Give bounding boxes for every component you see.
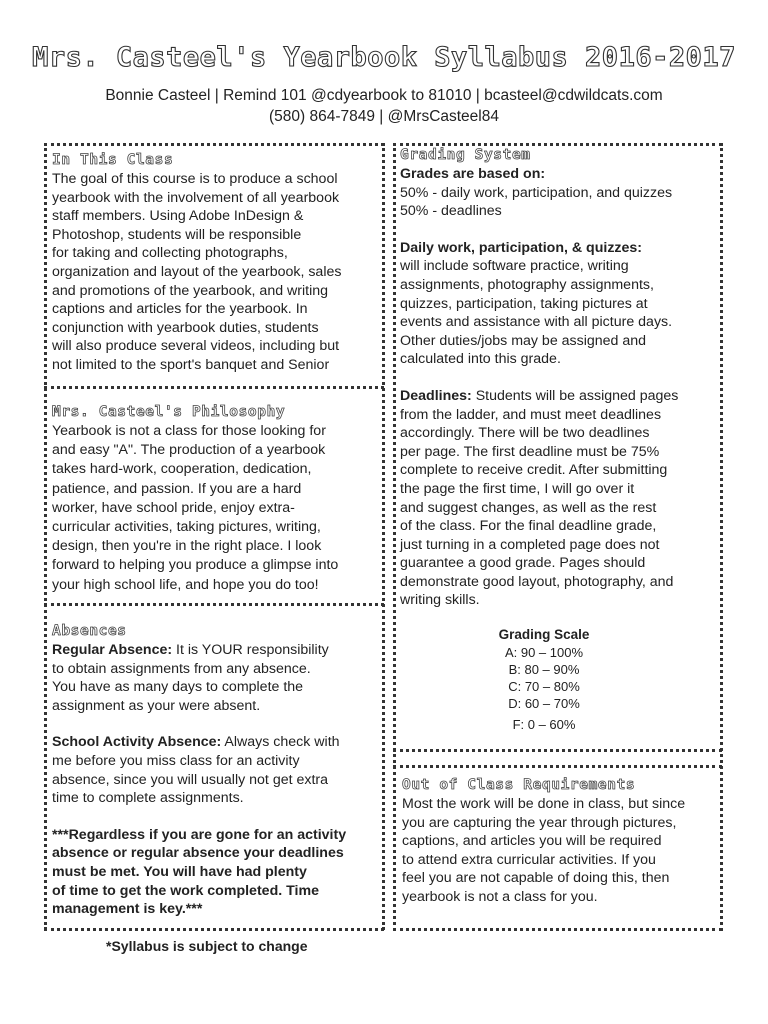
out-of-class-text: Most the work will be done in class, but since you are capturing the year through pictures, captions, and articles you will be required to attend extra curricular activities. If you feel you are not capable of doing this, then yearbook is not a class for you. xyxy=(402,796,686,905)
grade-b: B: 80 – 90% xyxy=(508,662,580,678)
regular-absence-text xyxy=(52,641,378,715)
section-heading: In This Class xyxy=(52,152,174,168)
grades-based-on-label: Grades are based on: xyxy=(400,166,546,182)
deadlines-label: Deadlines: xyxy=(400,387,472,404)
section-heading: Absences xyxy=(52,623,127,639)
activity-absence-label: School Activity Absence: xyxy=(52,734,222,751)
center-divider xyxy=(382,143,385,930)
right-outer-border xyxy=(720,143,723,931)
divider-philosophy-absences xyxy=(44,603,384,606)
bottom-border-left xyxy=(44,928,384,931)
daily-work-label: Daily work, participation, & quizzes: xyxy=(400,239,643,256)
activity-absence-body: Always check with me before you miss class for an activity absence, since you will usually not get extra time to complete assignments. xyxy=(52,734,340,807)
right-column-left-border xyxy=(393,143,396,931)
daily-work-text: will include software practice, writing assignments, photography assignments, quizzes, participation, taking pictures at events and assistance with all picture days. Other duties/jobs may be assigned and calculated into this grade. xyxy=(400,258,673,368)
in-this-class-section xyxy=(52,151,378,375)
bottom-border-right xyxy=(393,928,722,931)
grading-scale xyxy=(370,626,718,733)
top-border-left xyxy=(44,143,384,146)
grades-based-on-items: 50% - daily work, participation, and quizzes 50% - deadlines xyxy=(400,184,673,220)
absences-section xyxy=(52,622,378,919)
contact-phone-social: (580) 864-7849 | @MrsCasteel84 xyxy=(269,108,499,125)
grade-d: D: 60 – 70% xyxy=(508,696,580,712)
section-heading: Out of Class Requirements xyxy=(402,777,636,793)
out-of-class-section xyxy=(402,776,720,907)
grading-scale-title: Grading Scale xyxy=(498,627,590,643)
grade-f: F: 0 – 60% xyxy=(512,717,576,733)
divider-grading-requirements xyxy=(393,749,722,752)
activity-absence-text xyxy=(52,733,378,807)
philosophy-text: Yearbook is not a class for those looking for and easy "A". The production of a yearbook takes hard-work, cooperation, dedication, patience, and passion. If you are a hard worker, have school pride, enjoy extra- curricular activities, taking pictures, writing, design, then you're in the right place. I look forward to helping you produce a glimpse into your high school life, and hope you do too! xyxy=(52,423,339,593)
divider-requirements-top xyxy=(393,765,722,768)
regular-absence-body: It is YOUR responsibility to obtain assignments from any absence. You have as many days to complete the assignment as your were absent. xyxy=(52,642,329,714)
deadlines-text xyxy=(400,387,718,610)
contact-info: Bonnie Casteel | Remind 101 @cdyearbook to 81010 | bcasteel@cdwildcats.com xyxy=(105,87,663,104)
philosophy-section xyxy=(52,403,378,595)
grade-a: A: 90 – 100% xyxy=(504,645,584,661)
syllabus-change-note: *Syllabus is subject to change xyxy=(106,938,308,954)
section-heading: Grading System xyxy=(400,147,531,163)
grading-system-section xyxy=(400,146,718,733)
left-outer-border xyxy=(44,143,47,930)
divider-class-philosophy xyxy=(44,386,384,389)
deadline-note: ***Regardless if you are gone for an activity absence or regular absence your deadlines must be met. You will have had plenty of time to get the work completed. Time management is key.*** xyxy=(52,826,347,918)
grade-c: C: 70 – 80% xyxy=(508,679,580,695)
section-heading: Mrs. Casteel's Philosophy xyxy=(52,404,286,420)
page-title: Mrs. Casteel's Yearbook Syllabus 2016-2017 xyxy=(32,42,736,73)
regular-absence-label: Regular Absence: xyxy=(52,642,173,658)
in-this-class-text: The goal of this course is to produce a school yearbook with the involvement of all yearbook staff members. Using Adobe InDesign & Photoshop, students will be responsible for taking and collecting photographs, organization and layout of the yearbook, sales and promotions of the yearbook, and writing captions and articles for the yearbook. In conjunction with yearbook duties, students will also produce several videos, including but not limited to the sport's banquet and Senior xyxy=(52,171,342,373)
deadlines-body: Students will be assigned pages from the ladder, and must meet deadlines accordingly. There will be two deadlines per page. The first deadline must be 75% complete to receive credit. After submitting the page the first time, I will go over it and suggest changes, as well as the rest of the class. For the final deadline grade, just turning in a completed page does not guarantee a good grade. Pages should demonstrate good layout, photography, and writing skills. xyxy=(400,387,679,609)
